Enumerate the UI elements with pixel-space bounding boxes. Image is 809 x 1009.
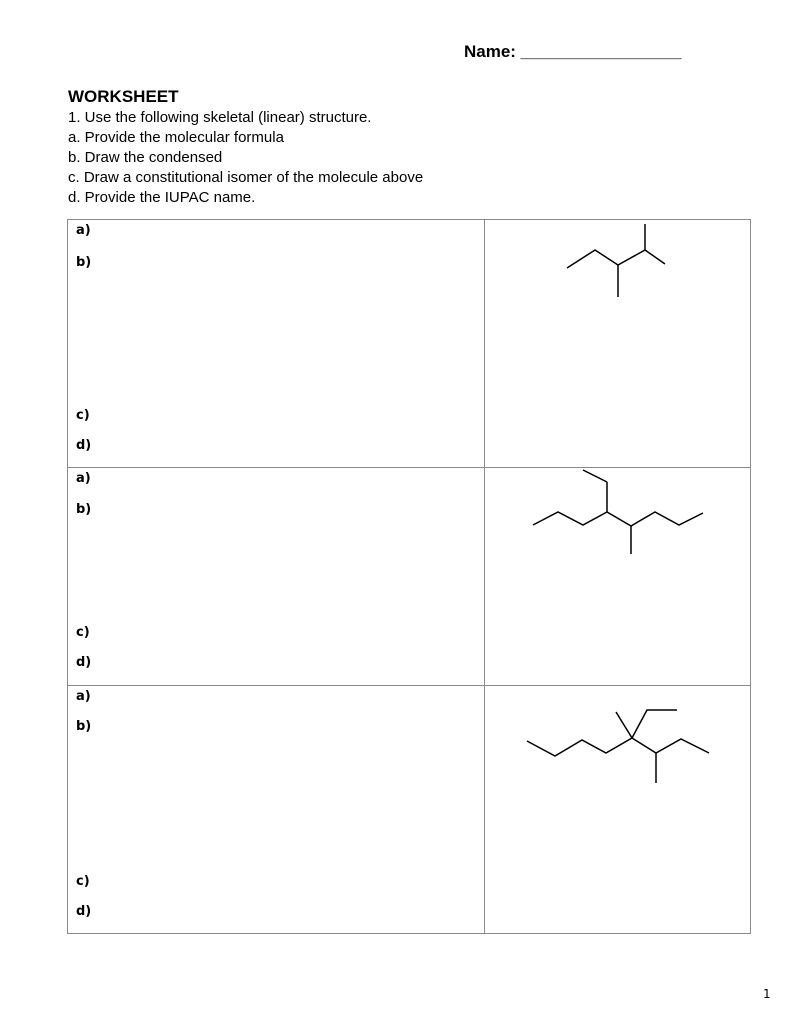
instruction-line: d. Provide the IUPAC name. [68, 189, 256, 206]
label-c: c) [76, 874, 90, 889]
label-d: d) [76, 438, 92, 453]
label-a: a) [76, 471, 91, 486]
worksheet-title: WORKSHEET [68, 87, 179, 106]
instructions [68, 108, 423, 208]
answer-cell[interactable] [68, 686, 485, 934]
instruction-line: 1. Use the following skeletal (linear) structure. [68, 109, 372, 126]
instruction-line: b. Draw the condensed [68, 149, 223, 166]
label-c: c) [76, 408, 90, 423]
skeletal-structure-3-icon [485, 686, 751, 934]
label-d: d) [76, 904, 92, 919]
answer-cell[interactable] [68, 220, 485, 468]
instruction-line: a. Provide the molecular formula [68, 129, 284, 146]
structure-cell [484, 468, 750, 686]
skeletal-structure-1-icon [485, 220, 751, 468]
label-d: d) [76, 655, 92, 670]
structure-cell [484, 220, 750, 468]
label-a: a) [76, 223, 91, 238]
page-number: 1 [763, 987, 771, 1001]
table-row [68, 220, 751, 468]
name-field-label: Name: _________________ [464, 42, 682, 61]
table-row [68, 468, 751, 686]
structure-cell [484, 686, 750, 934]
label-a: a) [76, 689, 91, 704]
label-b: b) [76, 719, 92, 734]
instruction-line: c. Draw a constitutional isomer of the molecule above [68, 169, 424, 186]
table-row [68, 686, 751, 934]
label-b: b) [76, 255, 92, 270]
answer-cell[interactable] [68, 468, 485, 686]
skeletal-structure-2-icon [485, 468, 751, 686]
label-c: c) [76, 625, 90, 640]
label-b: b) [76, 502, 92, 517]
worksheet-table [67, 219, 751, 934]
